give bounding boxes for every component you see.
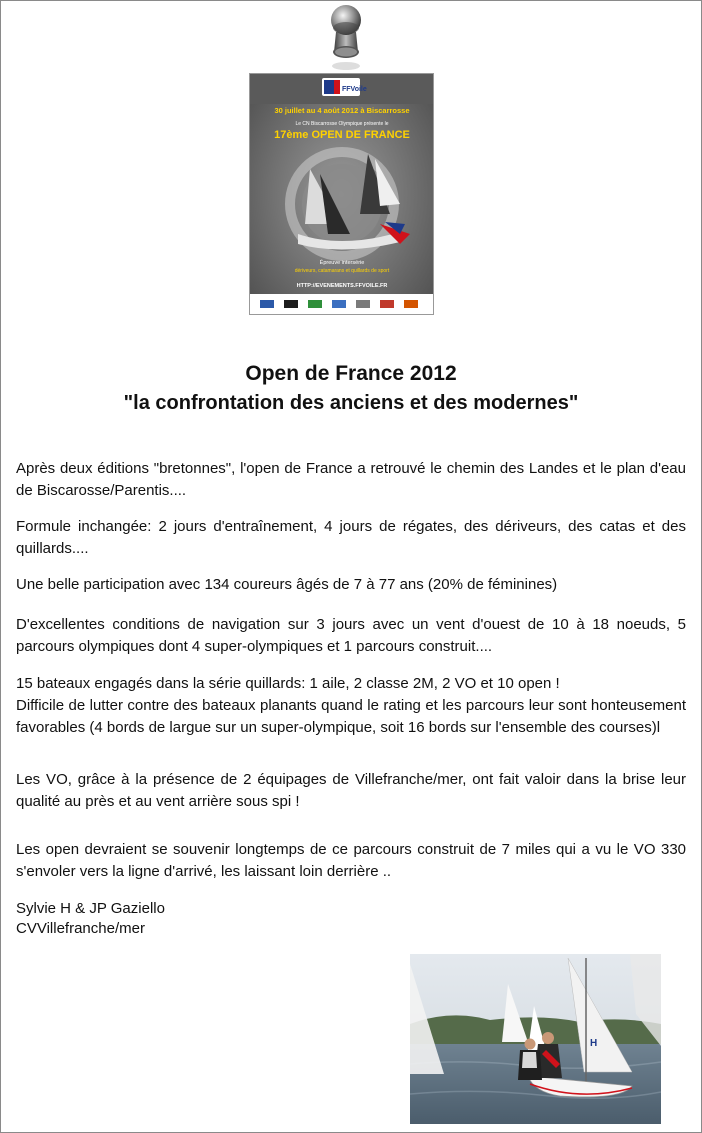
article-title: Open de France 2012 [245,362,457,385]
paragraph-7: Les VO, grâce à la présence de 2 équipages de Villefranche/mer, ont fait valoir dans la brise leur qualité au près et au vent arrière sous spi ! [16,771,686,810]
poster-subtitle-1: Épreuve intersérie [319,260,365,266]
poster-subtitle-2: dériveurs, catamarans et quillards de sport [294,268,390,274]
paragraph-1: Après deux éditions "bretonnes", l'open de France a retrouvé le chemin des Landes et le plan d'eau de Biscarosse/Parentis.... [16,460,686,499]
paragraph-4: D'excellentes conditions de navigation sur 3 jours avec un vent d'ouest de 10 à 18 noeuds, 5 parcours olympiques dont 4 super-olympiques et 1 parcours construit.... [16,616,686,655]
poster-logo-text: FFVoile [342,86,367,93]
sailing-photo [410,954,661,1124]
pushpin-icon [318,2,374,72]
article-subtitle: "la confrontation des anciens et des modernes" [123,392,579,414]
poster-dates: 30 juillet au 4 août 2012 à Biscarrosse [274,106,410,115]
poster-presenter: Le CN Biscarrosse Olympique présente le [295,121,389,127]
poster-edition: 17ème OPEN DE FRANCE [274,129,410,141]
signature-club: CVVillefranche/mer [16,920,145,937]
signature-name: Sylvie H & JP Gaziello [16,900,165,917]
paragraph-8: Les open devraient se souvenir longtemps de ce parcours construit de 7 miles qui a vu le VO 330 s'envoler vers la ligne d'arrivé, les laissant loin derrière .. [16,841,686,880]
paragraph-5: 15 bateaux engagés dans la série quillards: 1 aile, 2 classe 2M, 2 VO et 10 open ! [16,675,560,692]
sail-number: H [590,1038,598,1049]
paragraph-2: Formule inchangée: 2 jours d'entraînement, 4 jours de régates, des dériveurs, des catas et des quillards.... [16,518,686,557]
event-poster [249,73,434,315]
paragraph-6: Difficile de lutter contre des bateaux planants quand le rating et les parcours leur sont honteusement favorables (4 bords de largue sur un super-olympique, soit 16 bords sur l'ensemble des courses)l [16,697,686,736]
paragraph-3: Une belle participation avec 134 coureurs âgés de 7 à 77 ans (20% de féminines) [16,576,558,593]
poster-url: HTTP://EVENEMENTS.FFVOILE.FR [296,283,388,289]
